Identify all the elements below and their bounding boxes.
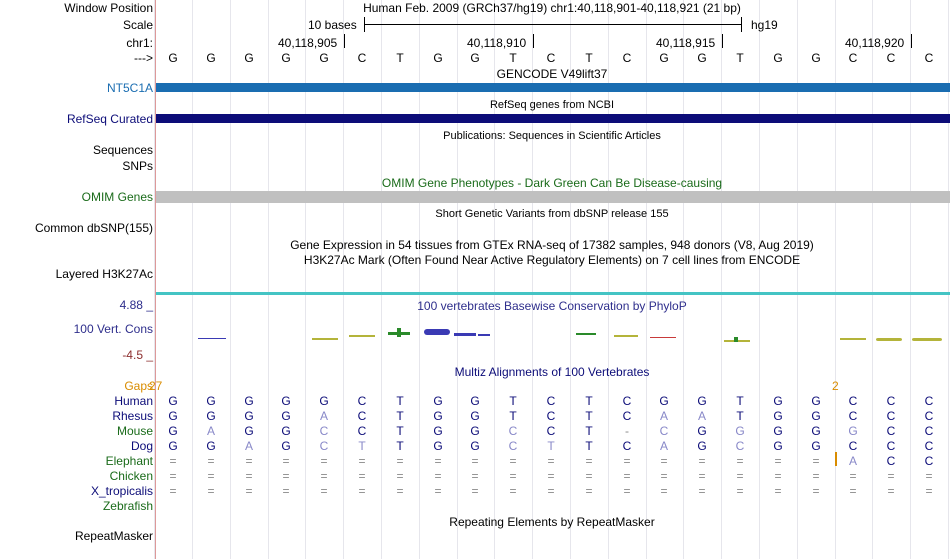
x-tropicalis-base: = bbox=[698, 484, 706, 498]
x-tropicalis-base: = bbox=[660, 484, 668, 498]
dog-base: A bbox=[244, 439, 253, 453]
track-label-common-dbsnp[interactable]: Common dbSNP(155) bbox=[34, 221, 153, 235]
chicken-base: = bbox=[812, 469, 820, 483]
chicken-base: = bbox=[849, 469, 857, 483]
chicken-base: = bbox=[434, 469, 442, 483]
elephant-base: = bbox=[623, 454, 631, 468]
x-tropicalis-base: = bbox=[509, 484, 517, 498]
human-base: G bbox=[659, 394, 669, 408]
mouse-base: G bbox=[811, 424, 821, 438]
x-tropicalis-base: = bbox=[925, 484, 933, 498]
reference-base: C bbox=[848, 51, 858, 65]
mouse-base: G bbox=[697, 424, 707, 438]
phylop-max-label: 4.88 _ bbox=[119, 298, 153, 312]
chicken-base: = bbox=[509, 469, 517, 483]
human-base: C bbox=[622, 394, 632, 408]
track-label-vert-cons[interactable]: 100 Vert. Cons bbox=[73, 322, 153, 336]
mouse-base: T bbox=[585, 424, 593, 438]
coord-label: 40,118,905 bbox=[278, 36, 338, 50]
reference-base: C bbox=[886, 51, 896, 65]
x-tropicalis-base: = bbox=[282, 484, 290, 498]
elephant-base: = bbox=[774, 454, 782, 468]
human-base: T bbox=[736, 394, 744, 408]
rhesus-base: C bbox=[848, 409, 858, 423]
rhesus-base: T bbox=[396, 409, 404, 423]
refseq-gene-bar[interactable] bbox=[156, 114, 950, 123]
mouse-base: - bbox=[625, 424, 629, 438]
mouse-base: C bbox=[546, 424, 556, 438]
reference-base: G bbox=[433, 51, 443, 65]
chicken-base: = bbox=[320, 469, 328, 483]
human-base: T bbox=[585, 394, 593, 408]
human-base: C bbox=[848, 394, 858, 408]
x-tropicalis-base: = bbox=[358, 484, 366, 498]
mouse-base: C bbox=[886, 424, 896, 438]
human-base: G bbox=[206, 394, 216, 408]
dog-base: C bbox=[735, 439, 745, 453]
reference-base: G bbox=[773, 51, 783, 65]
x-tropicalis-base: = bbox=[887, 484, 895, 498]
coord-tick bbox=[344, 34, 345, 48]
rhesus-base: C bbox=[622, 409, 632, 423]
phylop-conservation-logo bbox=[156, 318, 950, 350]
elephant-base: = bbox=[169, 454, 177, 468]
dog-base: G bbox=[433, 439, 443, 453]
x-tropicalis-base: = bbox=[471, 484, 479, 498]
rhesus-base: C bbox=[357, 409, 367, 423]
x-tropicalis-base: = bbox=[547, 484, 555, 498]
mouse-base: C bbox=[924, 424, 934, 438]
rhesus-base: A bbox=[659, 409, 668, 423]
reference-base: C bbox=[924, 51, 934, 65]
species-label-human[interactable]: Human bbox=[114, 394, 153, 408]
x-tropicalis-base: = bbox=[434, 484, 442, 498]
window-position-label: Window Position bbox=[64, 1, 153, 15]
human-base: C bbox=[357, 394, 367, 408]
chicken-base: = bbox=[358, 469, 366, 483]
x-tropicalis-base: = bbox=[585, 484, 593, 498]
x-tropicalis-base: = bbox=[623, 484, 631, 498]
publications-track-title: Publications: Sequences in Scientific Articles bbox=[443, 130, 661, 142]
rhesus-base: G bbox=[811, 409, 821, 423]
mouse-base: G bbox=[773, 424, 783, 438]
track-label-sequences[interactable]: Sequences bbox=[92, 143, 153, 157]
human-base: G bbox=[470, 394, 480, 408]
species-label-elephant[interactable]: Elephant bbox=[105, 454, 153, 468]
dog-base: C bbox=[622, 439, 632, 453]
mouse-base: G bbox=[281, 424, 291, 438]
elephant-base: A bbox=[848, 454, 857, 468]
dog-base: G bbox=[470, 439, 480, 453]
dog-base: T bbox=[396, 439, 404, 453]
rhesus-base: G bbox=[244, 409, 254, 423]
elephant-base: = bbox=[396, 454, 404, 468]
coord-tick bbox=[911, 34, 912, 48]
elephant-base: C bbox=[886, 454, 896, 468]
human-base: G bbox=[319, 394, 329, 408]
reference-base: T bbox=[585, 51, 593, 65]
reference-base: G bbox=[206, 51, 216, 65]
chicken-base: = bbox=[245, 469, 253, 483]
reference-base: C bbox=[357, 51, 367, 65]
species-label-chicken[interactable]: Chicken bbox=[109, 469, 153, 483]
rhesus-base: T bbox=[509, 409, 517, 423]
strand-arrow-label[interactable]: ---> bbox=[134, 51, 153, 65]
dog-base: C bbox=[508, 439, 518, 453]
phylop-track-title: 100 vertebrates Basewise Conservation by PhyloP bbox=[417, 299, 687, 313]
x-tropicalis-base: = bbox=[207, 484, 215, 498]
elephant-gap-marker bbox=[835, 452, 837, 466]
human-base: G bbox=[697, 394, 707, 408]
rhesus-base: T bbox=[736, 409, 744, 423]
chicken-base: = bbox=[736, 469, 744, 483]
chicken-base: = bbox=[396, 469, 404, 483]
reference-base: G bbox=[281, 51, 291, 65]
chicken-base: = bbox=[623, 469, 631, 483]
coord-label: 40,118,910 bbox=[467, 36, 527, 50]
human-base: G bbox=[433, 394, 443, 408]
x-tropicalis-base: = bbox=[774, 484, 782, 498]
chicken-base: = bbox=[585, 469, 593, 483]
scale-db-text: hg19 bbox=[751, 18, 778, 32]
mouse-base: G bbox=[470, 424, 480, 438]
dog-base: C bbox=[924, 439, 934, 453]
mouse-base: C bbox=[659, 424, 669, 438]
dbsnp-track-title: Short Genetic Variants from dbSNP release 155 bbox=[435, 208, 669, 220]
repeatmasker-track-title: Repeating Elements by RepeatMasker bbox=[449, 515, 655, 529]
h3k27ac-signal-line bbox=[156, 292, 950, 295]
dog-base: C bbox=[848, 439, 858, 453]
window-position-text: Human Feb. 2009 (GRCh37/hg19) chr1:40,118,901-40,118,921 (21 bp) bbox=[363, 1, 741, 15]
elephant-base: = bbox=[282, 454, 290, 468]
elephant-base: = bbox=[245, 454, 253, 468]
human-base: T bbox=[396, 394, 404, 408]
elephant-base: = bbox=[509, 454, 517, 468]
coord-label: 40,118,920 bbox=[845, 36, 905, 50]
reference-base: G bbox=[697, 51, 707, 65]
scale-label: Scale bbox=[122, 18, 153, 32]
mouse-base: A bbox=[206, 424, 215, 438]
dog-base: G bbox=[773, 439, 783, 453]
scale-bar-left-tick bbox=[364, 17, 365, 32]
nt5c1a-gene-bar[interactable] bbox=[156, 83, 950, 92]
scale-bar bbox=[364, 24, 742, 25]
elephant-base: = bbox=[358, 454, 366, 468]
refseq-track-title: RefSeq genes from NCBI bbox=[489, 99, 615, 111]
x-tropicalis-base: = bbox=[320, 484, 328, 498]
reference-base: G bbox=[319, 51, 329, 65]
gap-count-left: 27 bbox=[149, 379, 163, 393]
human-base: G bbox=[811, 394, 821, 408]
scale-bases-text: 10 bases bbox=[308, 18, 357, 32]
coord-tick bbox=[533, 34, 534, 48]
x-tropicalis-base: = bbox=[169, 484, 177, 498]
dog-base: G bbox=[206, 439, 216, 453]
chicken-base: = bbox=[660, 469, 668, 483]
dog-base: G bbox=[281, 439, 291, 453]
rhesus-base: C bbox=[924, 409, 934, 423]
x-tropicalis-base: = bbox=[849, 484, 857, 498]
coord-label: 40,118,915 bbox=[656, 36, 716, 50]
mouse-base: G bbox=[433, 424, 443, 438]
elephant-base: = bbox=[320, 454, 328, 468]
mouse-base: G bbox=[735, 424, 745, 438]
rhesus-base: G bbox=[470, 409, 480, 423]
elephant-base: = bbox=[471, 454, 479, 468]
track-label-snps[interactable]: SNPs bbox=[122, 159, 153, 173]
rhesus-base: T bbox=[585, 409, 593, 423]
elephant-base: = bbox=[585, 454, 593, 468]
species-label-mouse[interactable]: Mouse bbox=[116, 424, 153, 438]
multiz-track-title: Multiz Alignments of 100 Vertebrates bbox=[454, 365, 650, 379]
chicken-base: = bbox=[547, 469, 555, 483]
dog-base: T bbox=[585, 439, 593, 453]
track-label-layered-h3k27ac[interactable]: Layered H3K27Ac bbox=[55, 267, 153, 281]
human-base: C bbox=[924, 394, 934, 408]
elephant-base: = bbox=[736, 454, 744, 468]
chicken-base: = bbox=[887, 469, 895, 483]
reference-base: T bbox=[509, 51, 517, 65]
rhesus-base: C bbox=[886, 409, 896, 423]
mouse-base: C bbox=[319, 424, 329, 438]
elephant-base: = bbox=[698, 454, 706, 468]
track-label-repeatmasker[interactable]: RepeatMasker bbox=[74, 529, 153, 543]
chr-label: chr1: bbox=[126, 36, 153, 50]
x-tropicalis-base: = bbox=[736, 484, 744, 498]
mouse-base: G bbox=[244, 424, 254, 438]
reference-base: G bbox=[470, 51, 480, 65]
gencode-track-title: GENCODE V49lift37 bbox=[496, 67, 608, 81]
mouse-base: C bbox=[508, 424, 518, 438]
mouse-base: G bbox=[168, 424, 178, 438]
track-label-omim-genes[interactable]: OMIM Genes bbox=[81, 190, 153, 204]
x-tropicalis-base: = bbox=[245, 484, 253, 498]
species-label-rhesus[interactable]: Rhesus bbox=[112, 409, 153, 423]
chicken-base: = bbox=[698, 469, 706, 483]
omim-gene-bar[interactable] bbox=[156, 191, 950, 203]
x-tropicalis-base: = bbox=[812, 484, 820, 498]
reference-base: C bbox=[546, 51, 556, 65]
dog-base: G bbox=[697, 439, 707, 453]
human-base: C bbox=[886, 394, 896, 408]
track-label-refseq-curated[interactable]: RefSeq Curated bbox=[66, 112, 153, 126]
human-base: G bbox=[244, 394, 254, 408]
rhesus-base: G bbox=[168, 409, 178, 423]
coord-tick bbox=[722, 34, 723, 48]
reference-base: T bbox=[396, 51, 404, 65]
chicken-base: = bbox=[169, 469, 177, 483]
human-base: G bbox=[281, 394, 291, 408]
human-base: G bbox=[773, 394, 783, 408]
dog-base: T bbox=[358, 439, 366, 453]
phylop-min-label: -4.5 _ bbox=[122, 348, 153, 362]
dog-base: C bbox=[319, 439, 329, 453]
rhesus-base: G bbox=[281, 409, 291, 423]
reference-base: G bbox=[811, 51, 821, 65]
dog-base: G bbox=[811, 439, 821, 453]
mouse-base: T bbox=[396, 424, 404, 438]
scale-bar-right-tick bbox=[741, 17, 742, 32]
gtex-track-title: Gene Expression in 54 tissues from GTEx RNA-seq of 17382 samples, 948 donors (V8, Aug 2019) bbox=[290, 238, 814, 252]
human-base: G bbox=[168, 394, 178, 408]
elephant-base: C bbox=[924, 454, 934, 468]
rhesus-base: G bbox=[206, 409, 216, 423]
reference-base: G bbox=[244, 51, 254, 65]
elephant-base: = bbox=[812, 454, 820, 468]
rhesus-base: G bbox=[773, 409, 783, 423]
gaps-label: Gaps bbox=[124, 379, 153, 393]
chicken-base: = bbox=[774, 469, 782, 483]
rhesus-base: C bbox=[546, 409, 556, 423]
reference-base: G bbox=[659, 51, 669, 65]
rhesus-base: A bbox=[697, 409, 706, 423]
track-label-nt5c1a[interactable]: NT5C1A bbox=[106, 81, 153, 95]
species-label-x-tropicalis[interactable]: X_tropicalis bbox=[90, 484, 153, 498]
gap-count-right: 2 bbox=[832, 379, 839, 393]
reference-base: G bbox=[168, 51, 178, 65]
reference-base: C bbox=[622, 51, 632, 65]
x-tropicalis-base: = bbox=[396, 484, 404, 498]
omim-track-title: OMIM Gene Phenotypes - Dark Green Can Be Disease-causing bbox=[381, 176, 723, 190]
rhesus-base: A bbox=[319, 409, 328, 423]
dog-base: G bbox=[168, 439, 178, 453]
chicken-base: = bbox=[282, 469, 290, 483]
elephant-base: = bbox=[547, 454, 555, 468]
mouse-base: G bbox=[848, 424, 858, 438]
h3k27ac-track-title: H3K27Ac Mark (Often Found Near Active Regulatory Elements) on 7 cell lines from ENCODE bbox=[303, 253, 801, 267]
dog-base: C bbox=[886, 439, 896, 453]
dog-base: A bbox=[659, 439, 668, 453]
chicken-base: = bbox=[471, 469, 479, 483]
mouse-base: C bbox=[357, 424, 367, 438]
human-base: C bbox=[546, 394, 556, 408]
elephant-base: = bbox=[207, 454, 215, 468]
rhesus-base: G bbox=[433, 409, 443, 423]
species-label-zebrafish[interactable]: Zebrafish bbox=[102, 499, 153, 513]
dog-base: T bbox=[547, 439, 555, 453]
chicken-base: = bbox=[207, 469, 215, 483]
species-label-dog[interactable]: Dog bbox=[130, 439, 153, 453]
elephant-base: = bbox=[434, 454, 442, 468]
elephant-base: = bbox=[660, 454, 668, 468]
chicken-base: = bbox=[925, 469, 933, 483]
human-base: T bbox=[509, 394, 517, 408]
reference-base: T bbox=[736, 51, 744, 65]
